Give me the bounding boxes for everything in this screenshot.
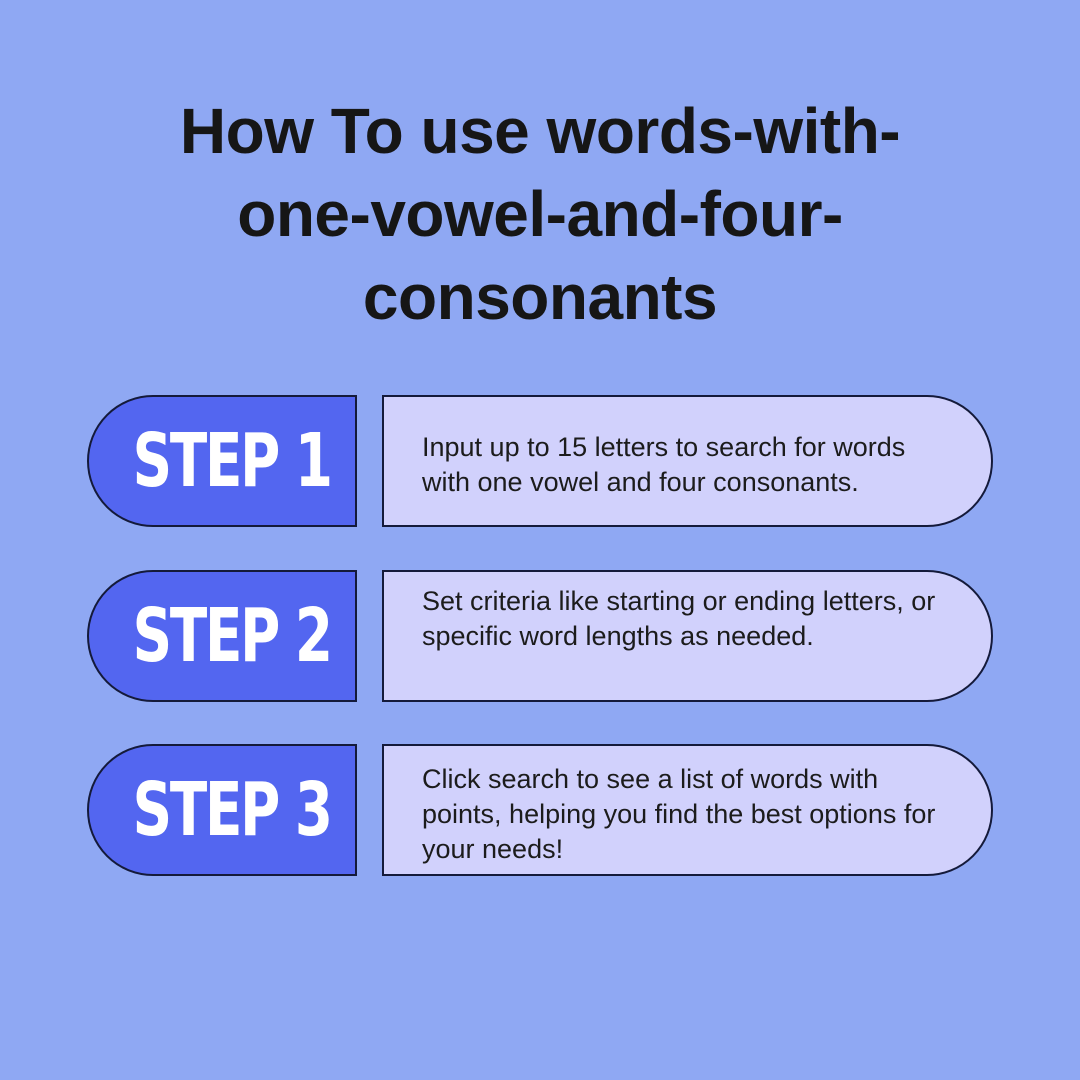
step-3-label: STEP 3 <box>132 767 331 853</box>
step-3-card <box>382 744 993 876</box>
step-1-label: STEP 1 <box>132 418 331 504</box>
step-1-description: Input up to 15 letters to search for words with one vowel and four consonants. <box>422 432 906 497</box>
title-line: How To use words-with- <box>179 95 901 167</box>
step-1-badge <box>87 395 357 527</box>
step-2-badge <box>87 570 357 702</box>
step-2-card <box>382 570 993 702</box>
step-2-description: Set criteria like starting or ending letters, or specific word lengths as needed. <box>422 586 936 651</box>
step-1-card <box>382 395 993 527</box>
title-line: one-vowel-and-four- <box>237 178 843 250</box>
step-1-row <box>87 395 993 527</box>
page-title <box>90 90 990 339</box>
title-line: consonants <box>362 261 718 333</box>
step-2-row <box>87 570 993 702</box>
step-3-description: Click search to see a list of words with points, helping you find the best options for your needs! <box>422 764 936 864</box>
step-3-row <box>87 744 993 876</box>
step-3-badge <box>87 744 357 876</box>
step-2-label: STEP 2 <box>132 593 331 679</box>
